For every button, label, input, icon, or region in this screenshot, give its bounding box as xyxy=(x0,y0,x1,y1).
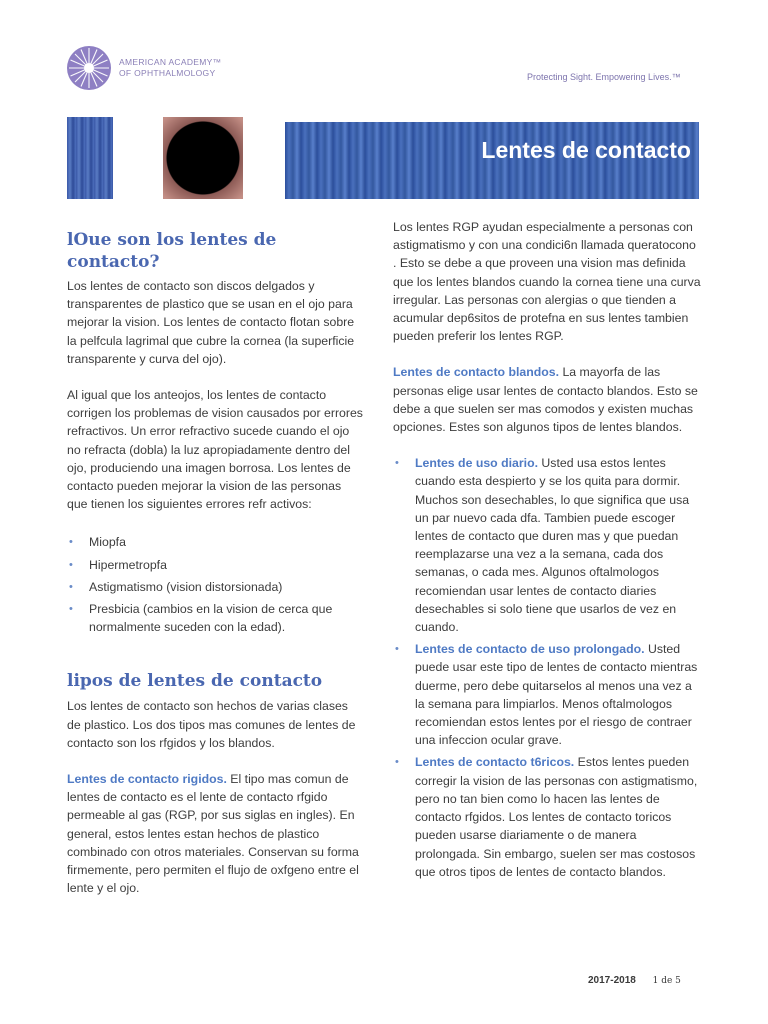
title-banner xyxy=(67,117,699,199)
banner-stripe-right xyxy=(285,122,699,199)
refractive-errors-list xyxy=(67,533,363,636)
section-heading-what-are: lOue son los lentes de contacto? xyxy=(67,230,277,272)
list-item: • Astigmatismo (vision distorsionada) xyxy=(67,578,363,596)
soft-lenses-label: Lentes de contacto blandos. xyxy=(393,365,560,380)
org-name xyxy=(119,57,221,79)
left-column xyxy=(67,229,363,897)
paragraph-refractive-errors: Al igual que los anteojos, los lentes de contacto corrigen los problemas de vision causados por errores refractivos. Un error refractivo sucede cuando el ojo no refracta (dobla) la luz apropiadamente dentro del ojo, produciendo una imagen borrosa. Los lentes de contacto pueden mejorar la vision de las personas que tienen los siguientes errores refr activos: xyxy=(67,388,363,512)
paragraph-rgp-benefits: Los lentes RGP ayudan especialmente a personas con astigmatismo y con una condici6n llamada queratocono . Esto se debe a que proveen una vision mas definida que los lentes blandos cuando la cornea tiene una curva irregular. Las personas con alergias o que tienden a acumular dep6sitos de protefna en sus lentes tambien pueden preferir los lentes RGP. xyxy=(393,220,701,344)
aao-logo-icon xyxy=(66,45,112,91)
list-item xyxy=(393,753,701,880)
banner-gap-2 xyxy=(243,137,285,197)
list-item: • Miopfa xyxy=(67,533,363,551)
page-footer xyxy=(588,975,681,986)
list-item: • Presbicia (cambios en la vision de cerca que normalmente suceden con la edad). xyxy=(67,600,363,636)
soft-lenses-text: La mayorfa de las personas elige usar lentes de contacto blandos. Esto se debe a que suelen ser mas comodos y existen muchas opciones. Estes son algunos tipos de lentes blandos. xyxy=(393,365,698,435)
org-name-line1: AMERICAN ACADEMY™ xyxy=(119,57,222,67)
banner-gap xyxy=(113,119,163,197)
paragraph-soft-lenses xyxy=(393,363,701,436)
section-heading-types: lipos de lentes de contacto xyxy=(67,671,323,692)
contact-lens-eye-image xyxy=(163,117,243,199)
soft-lens-types-list xyxy=(393,454,701,881)
page-title: Lentes de contacto xyxy=(481,137,691,163)
list-item: • Hipermetropfa xyxy=(67,556,363,574)
banner-stripe-left xyxy=(67,117,113,199)
right-column xyxy=(393,218,701,881)
paragraph-rigid-lenses xyxy=(67,770,363,897)
toric-label: Lentes de contacto t6ricos. xyxy=(415,755,575,770)
tagline: Protecting Sight. Empowering Lives.™ xyxy=(527,72,681,82)
daily-wear-label: Lentes de uso diario. xyxy=(415,456,538,471)
list-item xyxy=(393,640,701,749)
rigid-lenses-label: Lentes de contacto rigidos. xyxy=(67,772,227,787)
footer-year: 2017-2018 xyxy=(588,975,636,986)
rigid-lenses-text: El tipo mas comun de lentes de contacto es el lente de contacto rfgido permeable al gas (RGP, por sus siglas en ingles). En general, estos lentes estan hechos de plastico combinado con otros materiales. Conservan su forma firmemente, pero permiten el flujo de oxfgeno entre el lente y el ojo. xyxy=(67,772,359,896)
page-number: 1 de 5 xyxy=(652,976,681,986)
org-name-line2: OF OPHTHALMOLOGY xyxy=(119,68,216,78)
paragraph-definition: Los lentes de contacto son discos delgados y transparentes de plastico que se usan en el ojo para mejorar la vision. Los lentes de contacto flotan sobre la pelfcula lagrimal que cubre la cornea (la superficie transparente y curva del ojo). xyxy=(67,279,355,366)
extended-wear-label: Lentes de contacto de uso prolongado. xyxy=(415,642,645,657)
daily-wear-text: Usted usa estos lentes cuando esta despierto y se los quita para dormir. Muchos son desechables, lo que significa que usa un par nuevo cada dfa. Tambien puede escoger lentes de contacto que duren mas y que puedan reemplazarse una vez a la semana, cada dos semanas, o cada mes. Algunos oftalmologos recomiendan usar lentes de contacto diaries desechables si solo tiene que usarlos de vez en cuando. xyxy=(415,456,690,635)
paragraph-types-intro: Los lentes de contacto son hechos de varias clases de plastico. Los dos tipos mas comunes de lentes de contacto son los rfgidos y los blandos. xyxy=(67,699,356,750)
toric-text: Estos lentes pueden corregir la vision de las personas con astigmatismo, pero no tan bien como lo hacen las lentes de contacto rfgidos. Los lentes de contacto toricos pueden usarse diariamente o de manera prolongada. Sin embargo, suelen ser mas costosos que otros tipos de lentes de contacto blandos. xyxy=(415,755,698,879)
extended-wear-text: Usted puede usar este tipo de lentes de contacto mientras duerme, pero debe quitarselos al menos una vez a la semana para limpiarlos. Menos oftalmologos recomiendan estos lentes por el riesgo de contraer una infeccion ocular grave. xyxy=(415,642,698,748)
list-item xyxy=(393,454,701,636)
